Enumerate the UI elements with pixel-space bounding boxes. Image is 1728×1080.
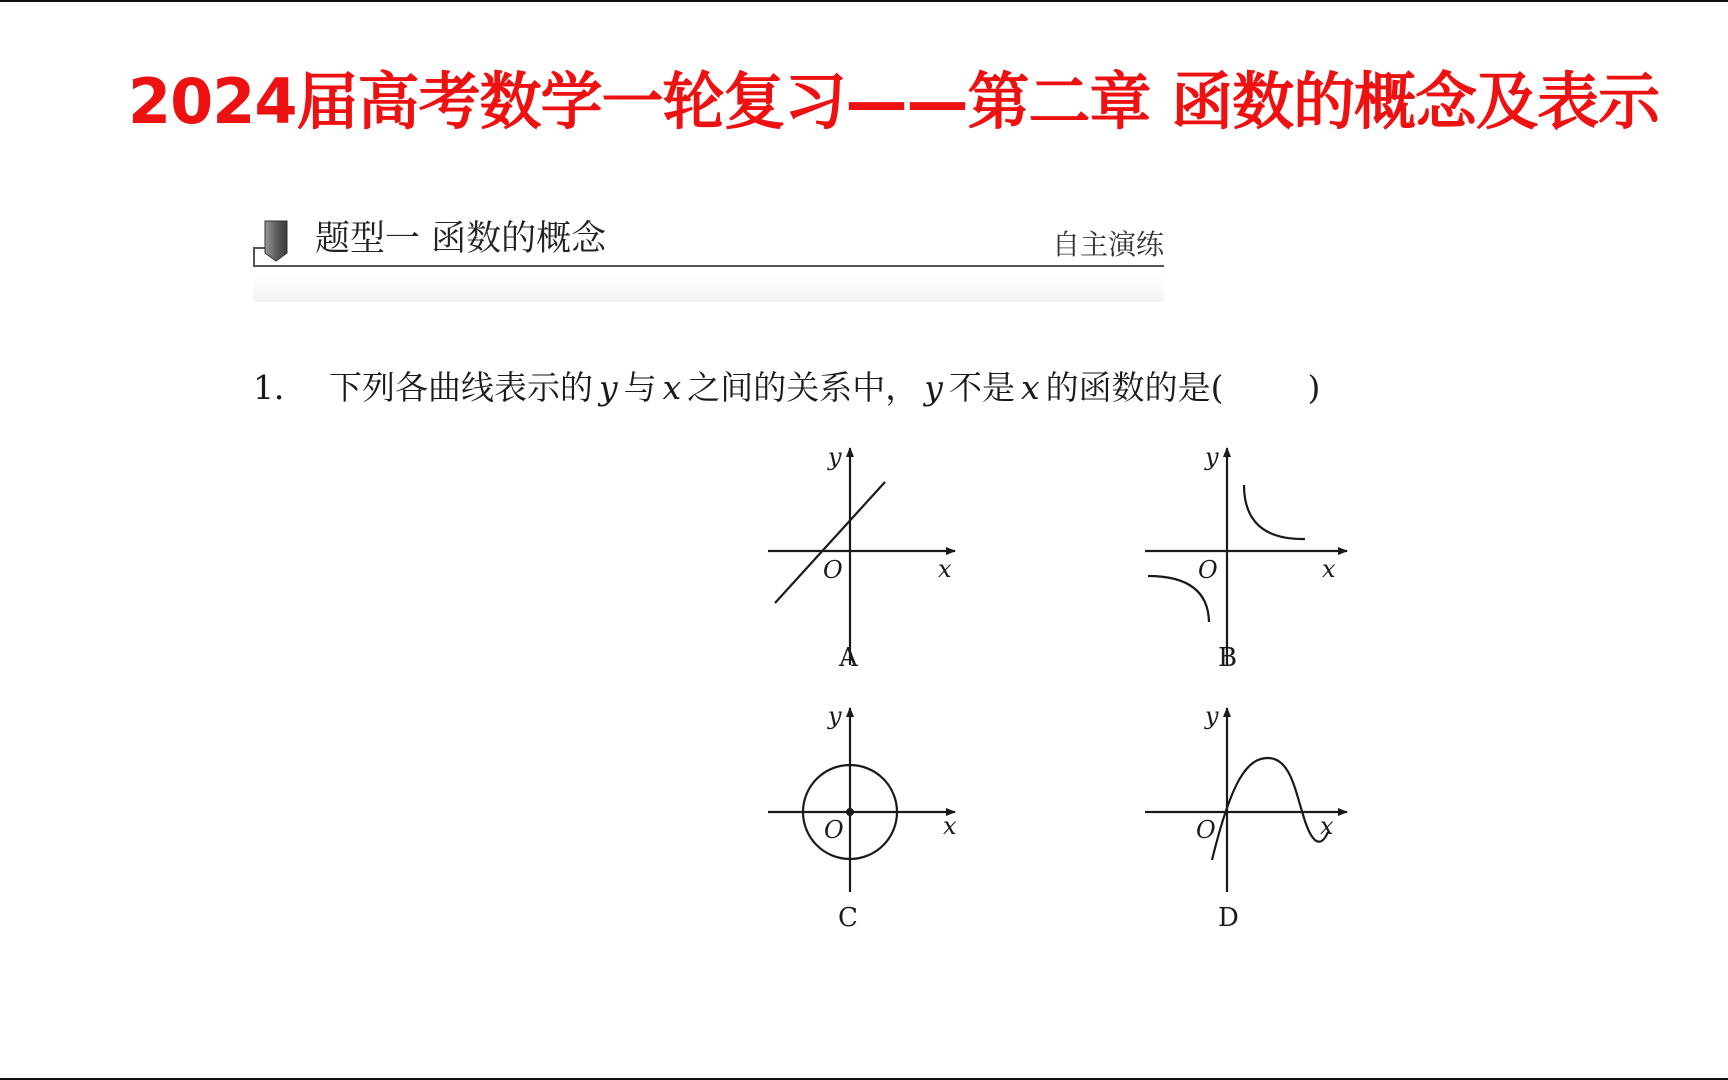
question-closing: ) [1307, 368, 1321, 407]
graph-c-option-label: C [838, 903, 858, 933]
graph-c-origin-label: O [824, 816, 844, 844]
graph-a-y-label: y [828, 443, 842, 471]
question-text-part: 与 [623, 368, 657, 407]
graph-a-option-label: A [839, 643, 858, 673]
graph-d-y-label: y [1205, 702, 1219, 730]
graph-b-origin-label: O [1198, 556, 1218, 584]
graph-c-x-label: x [943, 812, 957, 840]
graph-b-x-label: x [1322, 555, 1336, 583]
graph-c-origin-dot [846, 808, 854, 816]
question-text-part: 之间的关系中， [687, 368, 919, 407]
section-tag: 自主演练 [1051, 228, 1164, 261]
question-var: x [662, 368, 682, 407]
graph-d-origin-label: O [1196, 816, 1216, 844]
question-text-part: 不是 [948, 368, 1015, 407]
question-var: y [924, 368, 943, 407]
question-text-part: 的函数的是( [1045, 368, 1224, 407]
graph-c[interactable] [768, 702, 957, 933]
graph-d-curve [1212, 758, 1328, 860]
graph-a-origin-label: O [823, 556, 843, 584]
graph-d-option-label: D [1218, 903, 1239, 933]
graph-d-x-label: x [1320, 812, 1334, 840]
question-number: 1． [253, 368, 307, 407]
graph-b-curve-upper [1244, 485, 1305, 539]
question-text-part: 下列各曲线表示的 [329, 368, 593, 407]
graph-a-line [775, 482, 885, 603]
graph-c-y-label: y [828, 702, 842, 730]
question-var: y [599, 368, 618, 407]
graph-b[interactable] [1145, 443, 1347, 673]
section-title: 题型一 函数的概念 [315, 219, 607, 259]
graph-d[interactable] [1145, 702, 1347, 933]
page-title: 2024届高考数学一轮复习——第二章 函数的概念及表示 [128, 65, 1660, 138]
graph-b-y-label: y [1205, 443, 1219, 471]
graph-b-option-label: B [1218, 643, 1238, 673]
graph-a-x-label: x [938, 555, 952, 583]
question-var: x [1020, 368, 1040, 407]
graph-a[interactable] [768, 443, 955, 673]
